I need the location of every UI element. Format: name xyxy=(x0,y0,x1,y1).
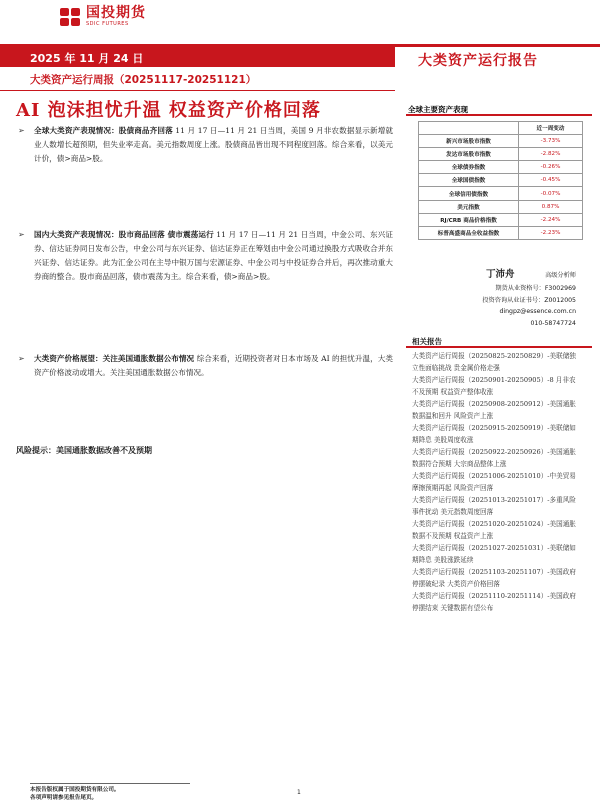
section-global xyxy=(18,124,393,166)
arrow-bullet-icon: ➢ xyxy=(18,354,25,363)
footer-rule xyxy=(30,783,190,784)
related-report-link[interactable]: 大类资产运行周报（20250922-20250926）-美国通胀数据符合预期 大宗商品整体上涨 xyxy=(412,448,576,468)
table-cell-name: 全球国债指数 xyxy=(419,174,519,187)
table-cell-name: 发达市场股市指数 xyxy=(419,148,519,161)
table-cell-value: -0.26% xyxy=(519,161,583,174)
section-lead: 大类资产价格展望：关注美国通胀数据公布情况 xyxy=(34,354,195,363)
table-row xyxy=(419,200,583,213)
table-cell-value: -0.45% xyxy=(519,174,583,187)
table-cell-name: 全球债券指数 xyxy=(419,161,519,174)
table-cell-value: -2.23% xyxy=(519,226,583,239)
perf-table xyxy=(418,121,583,240)
report-date: 2025 年 11 月 24 日 xyxy=(30,52,144,65)
report-type: 大类资产运行报告 xyxy=(418,53,538,69)
table-cell-name: 标普高盛商品全收益指数 xyxy=(419,226,519,239)
table-cell-name: 全球信用债指数 xyxy=(419,187,519,200)
analyst-name: 丁沛舟 xyxy=(486,269,515,280)
risk-warning: 风险提示：美国通胀数据改善不及预期 xyxy=(16,445,152,455)
logo-mark-icon xyxy=(60,8,82,26)
table-cell-name: RJ/CRB 商品价格指数 xyxy=(419,213,519,226)
report-subtitle: 大类资产运行周报（20251117-20251121） xyxy=(30,74,257,86)
table-cell-name: 美元指数 xyxy=(419,200,519,213)
table-header-blank xyxy=(419,122,519,135)
table-row xyxy=(419,187,583,200)
analyst-title: 高级分析师 xyxy=(545,272,576,279)
table-row xyxy=(419,148,583,161)
section-body: 11 月 17 日—11 月 21 日当周，中金公司、东兴证券、信达证券同日发布公告，中金公司与东兴证券、信达证券正在筹划由中金公司通过换股方式吸收合并东兴证券、信达证券。此为汇金公司在主导中银万国与宏源证券、中金公司与中投证券合并后，再次推动重大券商的整合。股市商品回落，债市震荡为主。综合来看，债>商品>股。 xyxy=(34,230,393,281)
table-cell-name: 新兴市场股市指数 xyxy=(419,135,519,148)
page-number: 1 xyxy=(297,789,301,796)
table-row xyxy=(419,135,583,148)
table-cell-value: 0.87% xyxy=(519,200,583,213)
footer-copyright: 本报告版权属于国投期货有限公司。 xyxy=(30,787,120,793)
footer-disclaimer: 各项声明请参见报告尾页。 xyxy=(30,795,98,800)
table-header-change: 近一周变动 xyxy=(519,122,583,135)
arrow-bullet-icon: ➢ xyxy=(18,230,25,239)
table-row xyxy=(419,161,583,174)
related-report-link[interactable]: 大类资产运行周报（20251110-20251114）-美国政府停摆结束 关键数据有望公布 xyxy=(412,592,576,612)
arrow-bullet-icon: ➢ xyxy=(18,126,25,135)
section-outlook xyxy=(18,352,393,380)
table-row xyxy=(419,213,583,226)
table-cell-value: -0.07% xyxy=(519,187,583,200)
related-reports-title: 相关报告 xyxy=(412,337,442,346)
company-logo xyxy=(60,6,146,27)
table-header-row xyxy=(419,122,583,135)
related-reports-rule xyxy=(406,346,592,348)
section-lead: 国内大类资产表现情况：股市商品回落 债市震荡运行 xyxy=(34,230,214,239)
page-title: AI 泡沫担忧升温 权益资产价格回落 xyxy=(16,100,321,121)
related-report-link[interactable]: 大类资产运行周报（20250901-20250905）-8 月非农不及预期 权益资产整体收涨 xyxy=(412,376,576,396)
related-report-link[interactable]: 大类资产运行周报（20251013-20251017）-多重风险事件扰动 美元指数周度回落 xyxy=(412,496,576,516)
section-paragraph xyxy=(34,352,393,380)
section-paragraph xyxy=(34,228,393,284)
related-report-link[interactable]: 大类资产运行周报（20250915-20250919）-美联储如期降息 美股周度收涨 xyxy=(412,424,576,444)
table-row xyxy=(419,226,583,239)
table-row xyxy=(419,174,583,187)
section-domestic xyxy=(18,228,393,284)
analyst-license-futures: 期货从业资格号：F3002969 xyxy=(495,285,576,292)
related-report-link[interactable]: 大类资产运行周报（20250908-20250912）-美国通胀数据温和回升 风险资产上涨 xyxy=(412,400,576,420)
perf-title-rule xyxy=(406,114,592,116)
related-report-link[interactable]: 大类资产运行周报（20251006-20251010）-中美贸易摩擦预期再起 风险资产回落 xyxy=(412,472,576,492)
table-cell-value: -2.24% xyxy=(519,213,583,226)
subtitle-rule xyxy=(0,90,395,91)
table-cell-value: -3.73% xyxy=(519,135,583,148)
related-report-link[interactable]: 大类资产运行周报（20251027-20251031）-美联储如期降息 美股涨跌延续 xyxy=(412,544,576,564)
perf-table-title: 全球主要资产表现 xyxy=(408,105,468,114)
analyst-email: dingpz@essence.com.cn xyxy=(499,308,576,315)
section-body: 综合来看，近期投资者对日本市场及 AI 的担忧升温，大类资产价格波动或增大。关注美国通胀数据公布情况。 xyxy=(34,354,394,377)
related-report-link[interactable]: 大类资产运行周报（20251103-20251107）-美国政府停摆破纪录 大类资产价格回落 xyxy=(412,568,576,588)
related-report-link[interactable]: 大类资产运行周报（20251020-20251024）-美国通胀数据不及预期 权益资产上涨 xyxy=(412,520,576,540)
logo-en: SDIC FUTURES xyxy=(86,21,129,27)
analyst-phone: 010-58747724 xyxy=(530,320,576,327)
table-cell-value: -2.82% xyxy=(519,148,583,161)
analyst-license-advisory: 投资咨询从业证书号：Z0012005 xyxy=(482,297,576,304)
section-lead: 全球大类资产表现情况：股债商品齐回落 xyxy=(34,126,173,135)
related-report-link[interactable]: 大类资产运行周报（20250825-20250829）-美联储独立性面临挑战 贵金属价格走强 xyxy=(412,352,576,372)
related-reports-list xyxy=(412,350,580,614)
section-paragraph xyxy=(34,124,393,166)
section-body: 11 月 17 日—11 月 21 日当周，美国 9 月非农数据显示新增就业人数增长超预期，但失业率走高。美元指数周度上涨。股债商品皆出现不同程度回落。综合来看，以美元计价，债>商品>股。 xyxy=(34,126,393,163)
logo-cn: 国投期货 xyxy=(86,5,146,21)
